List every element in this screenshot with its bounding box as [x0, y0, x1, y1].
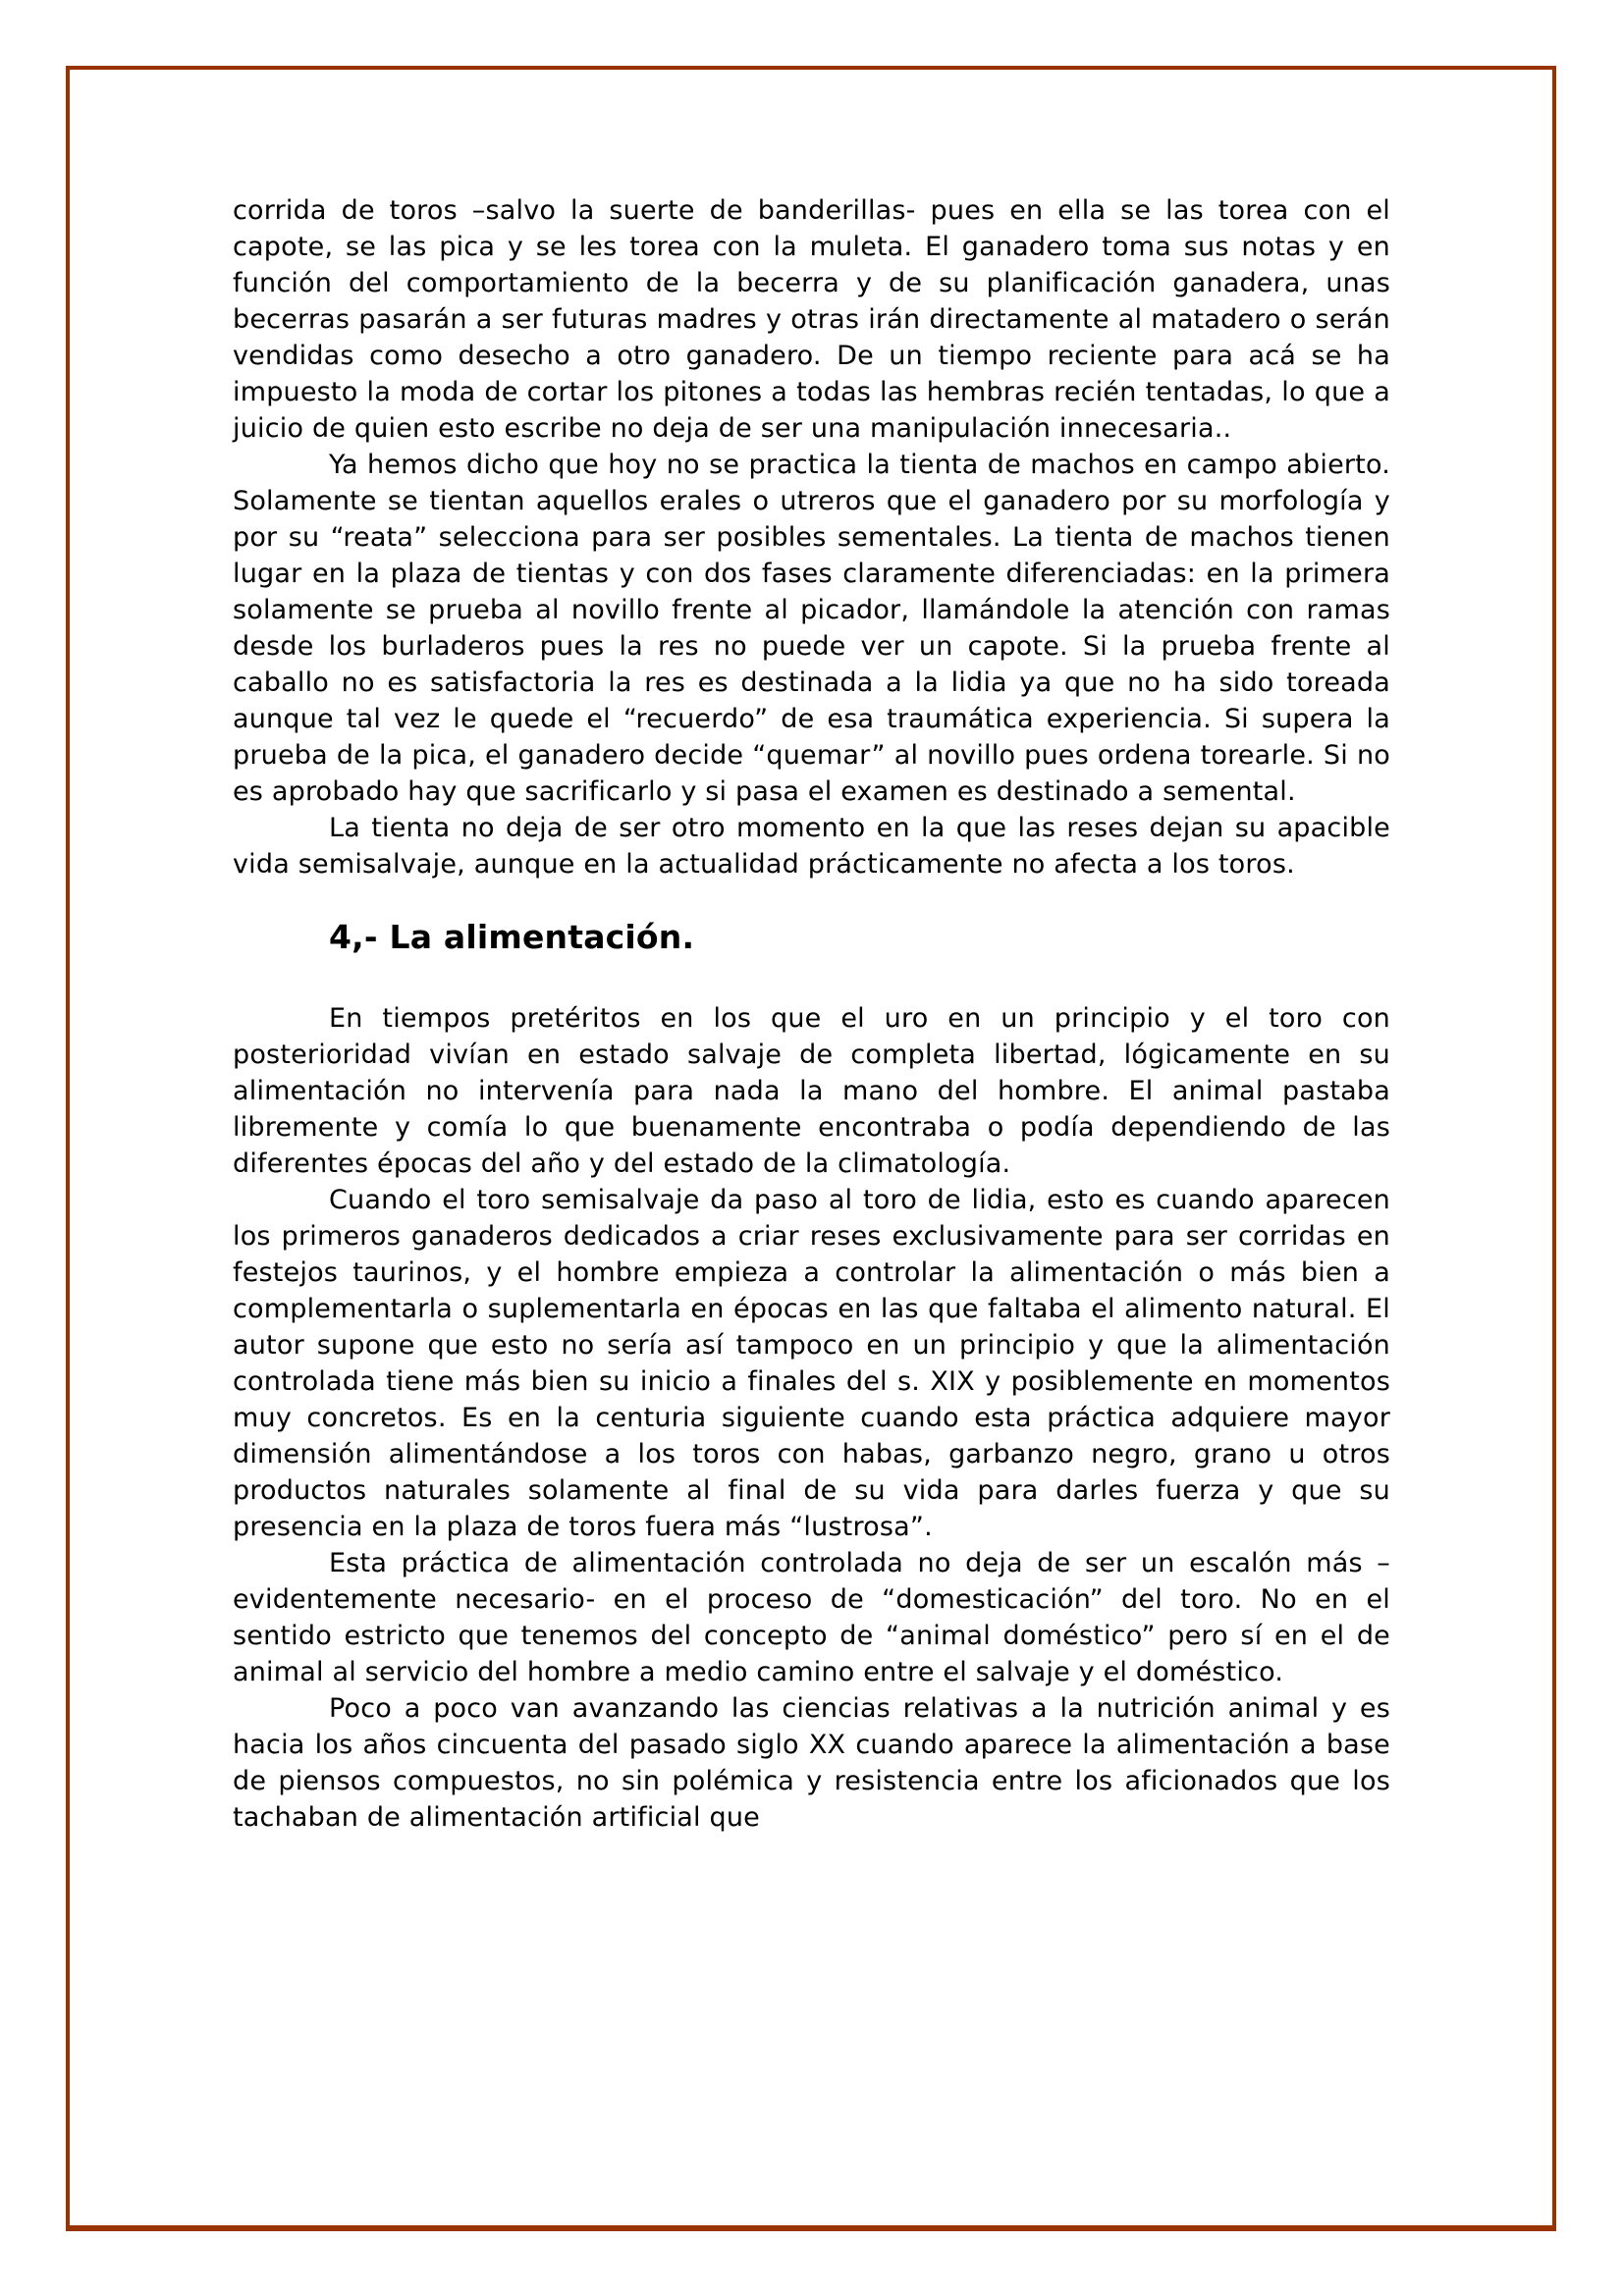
body-paragraph: Cuando el toro semisalvaje da paso al toro de lidia, esto es cuando aparecen los primeros ganaderos dedicados a criar reses exclusivamente para ser corridas en festejos taurinos, y el hombre empieza a controlar la alimentación o más bien a complementarla o suplementarla en épocas en las que faltaba el alimento natural. El autor supone que esto no sería así tampoco en un principio y que la alimentación controlada tiene más bien su inicio a finales del s. XIX y posiblemente en momentos muy concretos. Es en la centuria siguiente cuando esta práctica adquiere mayor dimensión alimentándose a los toros con habas, garbanzo negro, grano u otros productos naturales solamente al final de su vida para darles fuerza y que su presencia en la plaza de toros fuera más “lustrosa”.	[233, 1185, 1390, 1542]
section-heading: 4,- La alimentación.	[329, 918, 695, 956]
body-paragraph: Ya hemos dicho que hoy no se practica la tienta de machos en campo abierto. Solamente se tientan aquellos erales o utreros que el ganadero por su morfología y por su “reata” selecciona para ser posibles sementales. La tienta de machos tienen lugar en la plaza de tientas y con dos fases claramente diferenciadas: en la primera solamente se prueba al novillo frente al picador, llamándole la atención con ramas desde los burladeros pues la res no puede ver un capote. Si la prueba frente al caballo no es satisfactoria la res es destinada a la lidia ya que no ha sido toreada aunque tal vez le quede el “recuerdo” de esa traumática experiencia. Si supera la prueba de la pica, el ganadero decide “quemar” al novillo pues ordena torearle. Si no es aprobado hay que sacrificarlo y si pasa el examen es destinado a semental.	[233, 450, 1390, 807]
body-paragraph: Esta práctica de alimentación controlada no deja de ser un escalón más –evidentemente necesario- en el proceso de “domesticación” del toro. No en el sentido estricto que tenemos del concepto de “animal doméstico” pero sí en el de animal al servicio del hombre a medio camino entre el salvaje y el doméstico.	[233, 1548, 1390, 1687]
body-paragraph: La tienta no deja de ser otro momento en la que las reses dejan su apacible vida semisalvaje, aunque en la actualidad prácticamente no afecta a los toros.	[233, 813, 1390, 880]
body-paragraph: En tiempos pretéritos en los que el uro en un principio y el toro con posterioridad vivían en estado salvaje de completa libertad, lógicamente en su alimentación no intervenía para nada la mano del hombre. El animal pastaba libremente y comía lo que buenamente encontraba o podía dependiendo de las diferentes épocas del año y del estado de la climatología.	[233, 1003, 1390, 1179]
body-paragraph: corrida de toros –salvo la suerte de banderillas- pues en ella se las torea con el capote, se las pica y se les torea con la muleta. El ganadero toma sus notas y en función del comportamiento de la becerra y de su planificación ganadera, unas becerras pasarán a ser futuras madres y otras irán directamente al matadero o serán vendidas como desecho a otro ganadero. De un tiempo reciente para acá se ha impuesto la moda de cortar los pitones a todas las hembras recién tentadas, lo que a juicio de quien esto escribe no deja de ser una manipulación innecesaria..	[233, 195, 1390, 444]
body-paragraph: Poco a poco van avanzando las ciencias relativas a la nutrición animal y es hacia los años cincuenta del pasado siglo XX cuando aparece la alimentación a base de piensos compuestos, no sin polémica y resistencia entre los aficionados que los tachaban de alimentación artificial que	[233, 1693, 1390, 1833]
text-column	[233, 192, 1390, 1836]
